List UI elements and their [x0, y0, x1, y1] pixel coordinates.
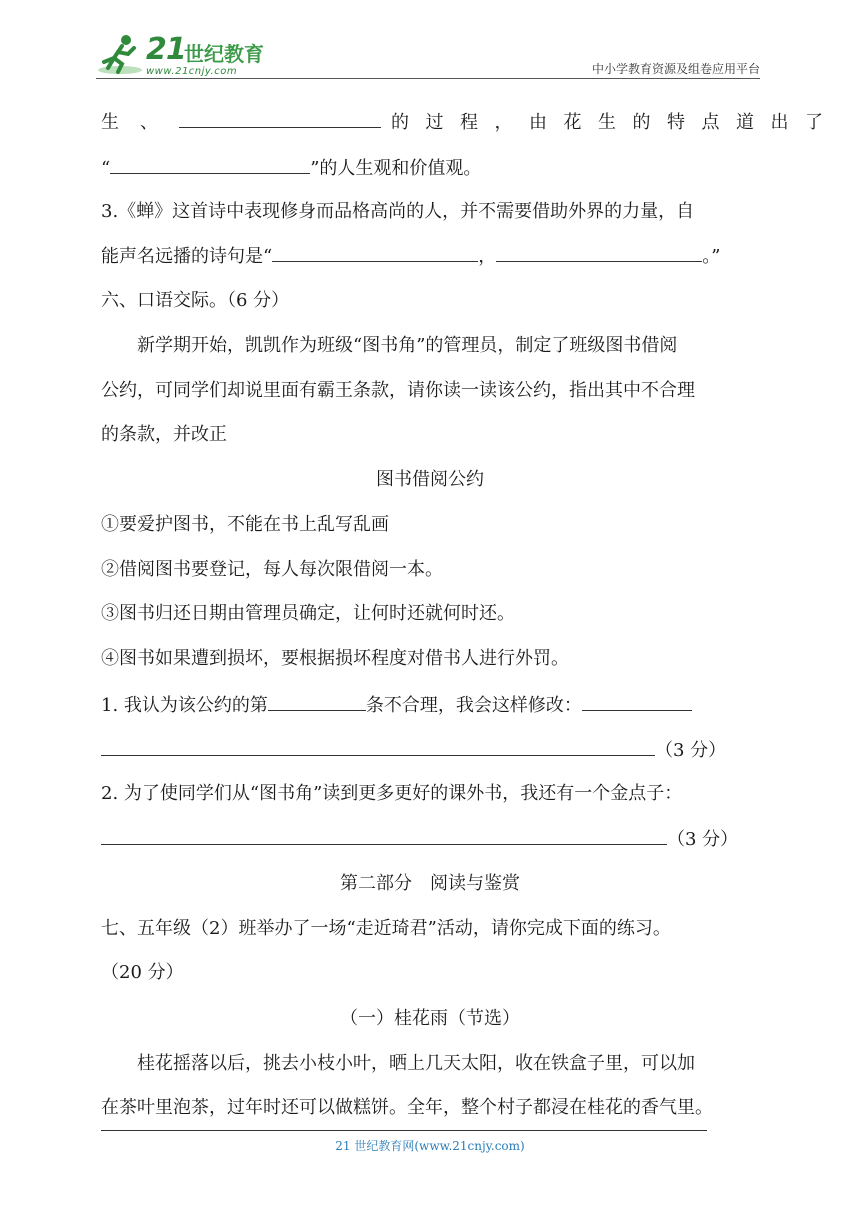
text-fragment: 能声名远播的诗句是“ [101, 246, 273, 267]
pact-rule: ②借阅图书要登记，每人每次限借阅一本。 [101, 559, 443, 580]
text-fragment: 1. 我认为该公约的第 [101, 695, 268, 716]
section-title: 六、口语交际。（6 分） [101, 290, 290, 311]
text-fragment: 生、 [101, 112, 179, 133]
header-divider [96, 78, 760, 79]
logo-text: 世纪教育 [184, 42, 264, 66]
footer-divider [101, 1130, 707, 1131]
score-label: （20 分） [101, 962, 184, 983]
runner-icon [96, 32, 148, 76]
answer-blank[interactable] [101, 737, 655, 756]
reading-title: （一）桂花雨（节选） [340, 1008, 520, 1029]
pact-rule: ④图书如果遭到损坏，要根据损坏程度对借书人进行外罚。 [101, 648, 569, 669]
answer-blank[interactable] [179, 109, 381, 128]
answer-blank[interactable] [101, 826, 667, 845]
text-fragment: 条不合理，我会这样修改： [365, 695, 582, 716]
text-line [101, 826, 738, 853]
text-line [101, 243, 720, 270]
paragraph-line: 新学期开始，凯凯作为班级“图书角”的管理员，制定了班级图书借阅 [137, 335, 678, 356]
pact-rule: ③图书归还日期由管理员确定，让何时还就何时还。 [101, 603, 515, 624]
paragraph-line: 的条款，并改正 [101, 424, 227, 445]
logo-url: www.21cnjy.com [146, 66, 238, 77]
section-title: 七、五年级（2）班举办了一场“走近琦君”活动，请你完成下面的练习。 [101, 918, 671, 939]
page-header [96, 28, 760, 80]
pact-rule: ①要爱护图书，不能在书上乱写乱画 [101, 514, 389, 535]
answer-blank[interactable] [582, 692, 692, 711]
text-fragment: ， [478, 246, 497, 267]
text-line [101, 155, 481, 182]
answer-blank[interactable] [110, 155, 310, 174]
text-fragment: “ [101, 158, 111, 179]
pact-title: 图书借阅公约 [376, 469, 484, 490]
text-line [101, 737, 726, 764]
question-2: 2. 为了使同学们从“图书角”读到更多更好的课外书，我还有一个金点子： [101, 783, 683, 804]
footer-link[interactable]: 21 世纪教育网(www.21cnjy.com) [335, 1139, 525, 1153]
text-line [101, 109, 840, 136]
answer-blank[interactable] [272, 243, 478, 262]
paragraph-line: 公约，可同学们却说里面有霸王条款，请你读一读该公约，指出其中不合理 [101, 380, 695, 401]
answer-blank[interactable] [496, 243, 702, 262]
platform-name: 中小学教育资源及组卷应用平台 [591, 62, 760, 76]
text-fragment: 。” [702, 246, 721, 267]
score-label: （3 分） [655, 740, 727, 761]
paragraph-line: 在茶叶里泡茶，过年时还可以做糕饼。全年，整个村子都浸在桂花的香气里。 [101, 1097, 713, 1118]
question-text: 3.《蝉》这首诗中表现修身而品格高尚的人，并不需要借助外界的力量，自 [101, 201, 695, 222]
score-label: （3 分） [667, 829, 739, 850]
text-fragment: ”的人生观和价值观。 [310, 158, 482, 179]
paragraph-line: 桂花摇落以后，挑去小枝小叶，晒上几天太阳，收在铁盒子里，可以加 [137, 1053, 695, 1074]
part-heading: 第二部分 阅读与鉴赏 [340, 873, 520, 894]
question-1 [101, 692, 692, 719]
logo-number: 21 [146, 32, 186, 67]
text-fragment: 的过程，由花生的特点道出了 [391, 112, 840, 133]
answer-blank[interactable] [268, 692, 366, 711]
site-logo[interactable] [96, 32, 286, 76]
